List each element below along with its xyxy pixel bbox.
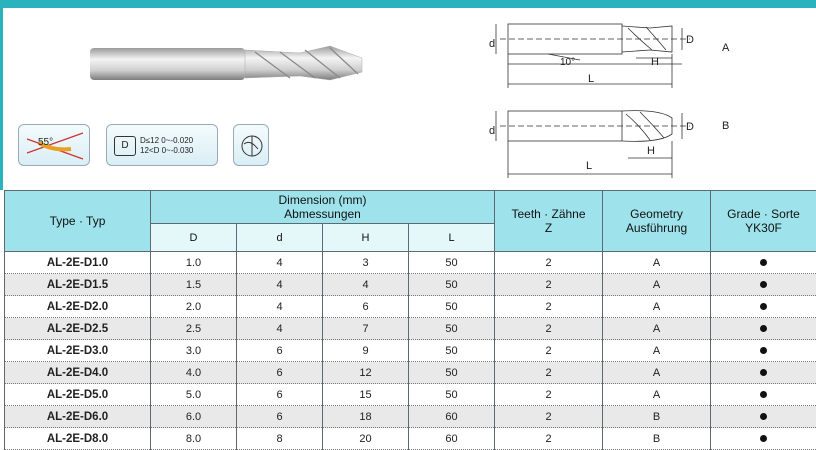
cell-grade: [711, 362, 816, 384]
cell-D: 4.0: [151, 362, 237, 384]
cell-geometry: A: [603, 274, 711, 296]
product-illustration-area: [0, 8, 816, 190]
cell-geometry: A: [603, 318, 711, 340]
cell-geometry: A: [603, 340, 711, 362]
top-accent-bar: [0, 0, 816, 8]
table-row: [5, 362, 816, 384]
cell-grade: [711, 406, 816, 428]
cell-type: AL-2E-D8.0: [5, 428, 151, 450]
cell-L: 50: [409, 274, 495, 296]
cell-L: 50: [409, 384, 495, 406]
cell-d: 6: [237, 406, 323, 428]
cell-geometry: B: [603, 428, 711, 450]
dim-H-b: H: [647, 145, 655, 157]
angle-label: 10°: [560, 57, 575, 68]
subheader-d: d: [237, 224, 323, 252]
cell-H: 20: [323, 428, 409, 450]
cell-type: AL-2E-D3.0: [5, 340, 151, 362]
cell-D: 6.0: [151, 406, 237, 428]
cell-grade: [711, 340, 816, 362]
dim-L-a: L: [588, 73, 594, 85]
cell-grade: [711, 428, 816, 450]
cell-geometry: A: [603, 362, 711, 384]
tolerance-symbol: D: [114, 136, 136, 156]
header-dimension-title: Dimension (mm): [151, 193, 494, 207]
helix-angle-icon: [18, 124, 90, 166]
header-grade-title: Grade · Sorte: [711, 207, 816, 221]
header-geometry: [603, 191, 711, 252]
cell-H: 9: [323, 340, 409, 362]
cell-type: AL-2E-D4.0: [5, 362, 151, 384]
cell-teeth: 2: [495, 340, 603, 362]
dim-d-a: d: [489, 38, 495, 50]
tolerance-icon: [106, 124, 218, 166]
availability-dot-icon: [760, 369, 767, 376]
table-body: [5, 252, 816, 450]
cell-grade: [711, 296, 816, 318]
table-row: [5, 340, 816, 362]
cell-L: 60: [409, 406, 495, 428]
cell-D: 1.5: [151, 274, 237, 296]
cell-teeth: 2: [495, 318, 603, 340]
cell-H: 6: [323, 296, 409, 318]
subheader-L: L: [409, 224, 495, 252]
cell-L: 60: [409, 428, 495, 450]
cell-D: 2.0: [151, 296, 237, 318]
cell-L: 50: [409, 318, 495, 340]
header-teeth-title: Teeth · Zähne: [495, 207, 602, 221]
cross-section-icon: [233, 124, 269, 166]
header-teeth-sub: Z: [495, 221, 602, 235]
cell-D: 1.0: [151, 252, 237, 274]
cell-teeth: 2: [495, 428, 603, 450]
cell-D: 2.5: [151, 318, 237, 340]
cell-H: 7: [323, 318, 409, 340]
header-teeth: [495, 191, 603, 252]
drawing-view-b: [496, 111, 690, 178]
cell-d: 4: [237, 274, 323, 296]
table-row: [5, 406, 816, 428]
cell-geometry: A: [603, 296, 711, 318]
end-mill-image: [90, 46, 362, 80]
cell-grade: [711, 384, 816, 406]
dim-d-b: d: [489, 125, 495, 137]
header-grade-sub: YK30F: [711, 221, 816, 235]
table-row: [5, 428, 816, 450]
helix-angle-label: 55°: [38, 137, 53, 148]
cell-H: 15: [323, 384, 409, 406]
cell-d: 6: [237, 340, 323, 362]
table-row: [5, 252, 816, 274]
tolerance-line-2: 12<D 0~-0.030: [140, 146, 193, 155]
cell-L: 50: [409, 252, 495, 274]
dim-D-a: D: [686, 34, 694, 46]
cell-L: 50: [409, 296, 495, 318]
cell-geometry: A: [603, 384, 711, 406]
availability-dot-icon: [760, 325, 767, 332]
cell-teeth: 2: [495, 406, 603, 428]
availability-dot-icon: [760, 281, 767, 288]
cell-d: 4: [237, 318, 323, 340]
header-dimension: [151, 191, 495, 224]
specification-table: [4, 190, 816, 450]
cell-type: AL-2E-D6.0: [5, 406, 151, 428]
availability-dot-icon: [760, 413, 767, 420]
cell-teeth: 2: [495, 296, 603, 318]
cell-grade: [711, 274, 816, 296]
cell-L: 50: [409, 362, 495, 384]
table-row: [5, 384, 816, 406]
dim-D-b: D: [686, 121, 694, 133]
cell-type: AL-2E-D2.0: [5, 296, 151, 318]
cell-H: 4: [323, 274, 409, 296]
cell-type: AL-2E-D2.5: [5, 318, 151, 340]
cell-type: AL-2E-D5.0: [5, 384, 151, 406]
view-a-label: A: [722, 42, 729, 54]
header-type: Type · Typ: [5, 191, 151, 252]
cell-geometry: A: [603, 252, 711, 274]
cell-D: 5.0: [151, 384, 237, 406]
availability-dot-icon: [760, 303, 767, 310]
cell-H: 12: [323, 362, 409, 384]
cell-H: 3: [323, 252, 409, 274]
cell-grade: [711, 318, 816, 340]
header-geometry-sub: Ausführung: [603, 221, 710, 235]
cell-H: 18: [323, 406, 409, 428]
cell-d: 6: [237, 362, 323, 384]
subheader-D: D: [151, 224, 237, 252]
dim-H-a: H: [651, 56, 659, 68]
cell-L: 50: [409, 340, 495, 362]
subheader-H: H: [323, 224, 409, 252]
cell-teeth: 2: [495, 274, 603, 296]
cell-d: 4: [237, 296, 323, 318]
table-row: [5, 296, 816, 318]
availability-dot-icon: [760, 259, 767, 266]
cell-geometry: B: [603, 406, 711, 428]
availability-dot-icon: [760, 435, 767, 442]
cell-d: 6: [237, 384, 323, 406]
header-grade: [711, 191, 816, 252]
cell-D: 3.0: [151, 340, 237, 362]
tolerance-line-1: D≤12 0~-0.020: [140, 136, 193, 145]
cell-teeth: 2: [495, 384, 603, 406]
view-b-label: B: [722, 120, 729, 132]
cell-d: 4: [237, 252, 323, 274]
header-dimension-sub: Abmessungen: [151, 207, 494, 221]
dim-L-b: L: [586, 160, 592, 172]
availability-dot-icon: [760, 347, 767, 354]
cell-D: 8.0: [151, 428, 237, 450]
cell-teeth: 2: [495, 252, 603, 274]
cell-type: AL-2E-D1.0: [5, 252, 151, 274]
cell-teeth: 2: [495, 362, 603, 384]
availability-dot-icon: [760, 391, 767, 398]
cell-grade: [711, 252, 816, 274]
cell-type: AL-2E-D1.5: [5, 274, 151, 296]
table-row: [5, 274, 816, 296]
table-row: [5, 318, 816, 340]
cell-d: 8: [237, 428, 323, 450]
header-geometry-title: Geometry: [603, 207, 710, 221]
